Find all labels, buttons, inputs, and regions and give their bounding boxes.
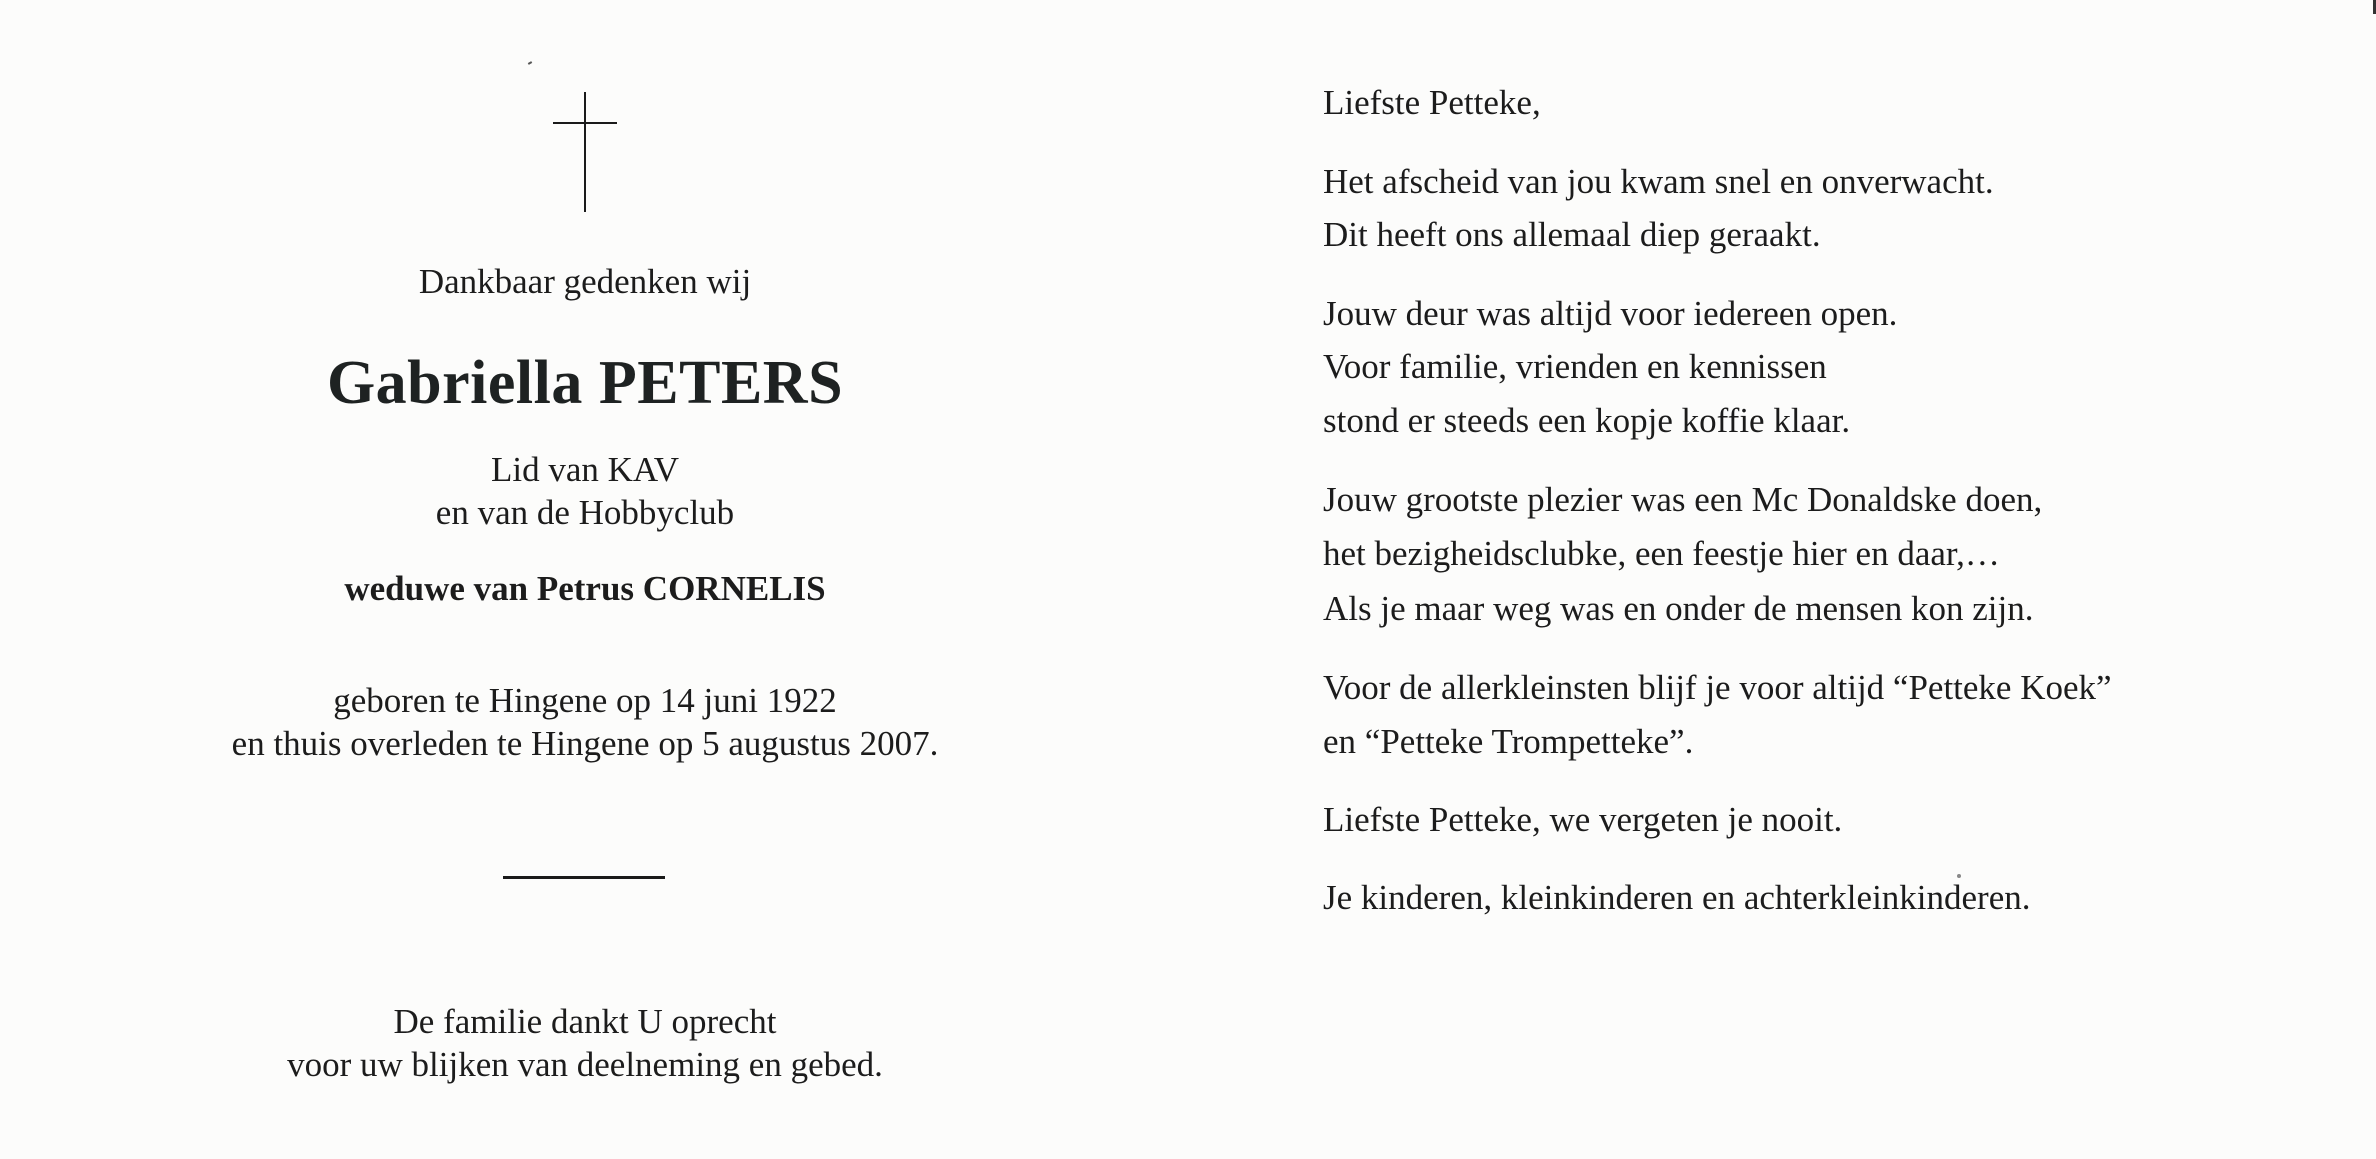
scan-speck (528, 61, 532, 65)
poem-line: Jouw deur was altijd voor iedereen open. (1323, 294, 1898, 333)
divider-line (503, 876, 665, 879)
poem-line: Dit heeft ons allemaal diep geraakt. (1323, 215, 1821, 254)
poem-line: Het afscheid van jou kwam snel en onverwacht. (1323, 162, 1994, 201)
left-panel (0, 0, 1170, 1159)
poem-line: het bezigheidsclubke, een feestje hier en daar,… (1323, 534, 2000, 573)
cross-icon (553, 92, 617, 212)
poem-line: Voor familie, vrienden en kennissen (1323, 347, 1827, 386)
poem-line: en “Petteke Trompetteke”. (1323, 722, 1694, 761)
membership-line-1: Lid van KAV (491, 450, 679, 489)
death-line: en thuis overleden te Hingene op 5 augustus 2007. (231, 724, 939, 763)
poem-line: Als je maar weg was en onder de mensen kon zijn. (1323, 589, 2034, 628)
scan-dot (1957, 874, 1961, 878)
widow-line: weduwe van Petrus CORNELIS (344, 569, 826, 608)
thanks-line-2: voor uw blijken van deelneming en gebed. (287, 1045, 883, 1084)
poem-line: Je kinderen, kleinkinderen en achterkleinkinderen. (1323, 878, 2031, 917)
poem-line: Liefste Petteke, (1323, 83, 1541, 122)
deceased-name: Gabriella PETERS (326, 349, 844, 417)
poem-line: Voor de allerkleinsten blijf je voor altijd “Petteke Koek” (1323, 668, 2112, 707)
birth-line: geboren te Hingene op 14 juni 1922 (333, 681, 837, 720)
poem-line: Liefste Petteke, we vergeten je nooit. (1323, 800, 1843, 839)
intro-text: Dankbaar gedenken wij (418, 262, 752, 301)
poem-line: Jouw grootste plezier was een Mc Donaldske doen, (1323, 480, 2043, 519)
poem-line: stond er steeds een kopje koffie klaar. (1323, 401, 1851, 440)
thanks-line-1: De familie dankt U oprecht (393, 1002, 777, 1041)
membership-line-2: en van de Hobbyclub (435, 493, 735, 532)
